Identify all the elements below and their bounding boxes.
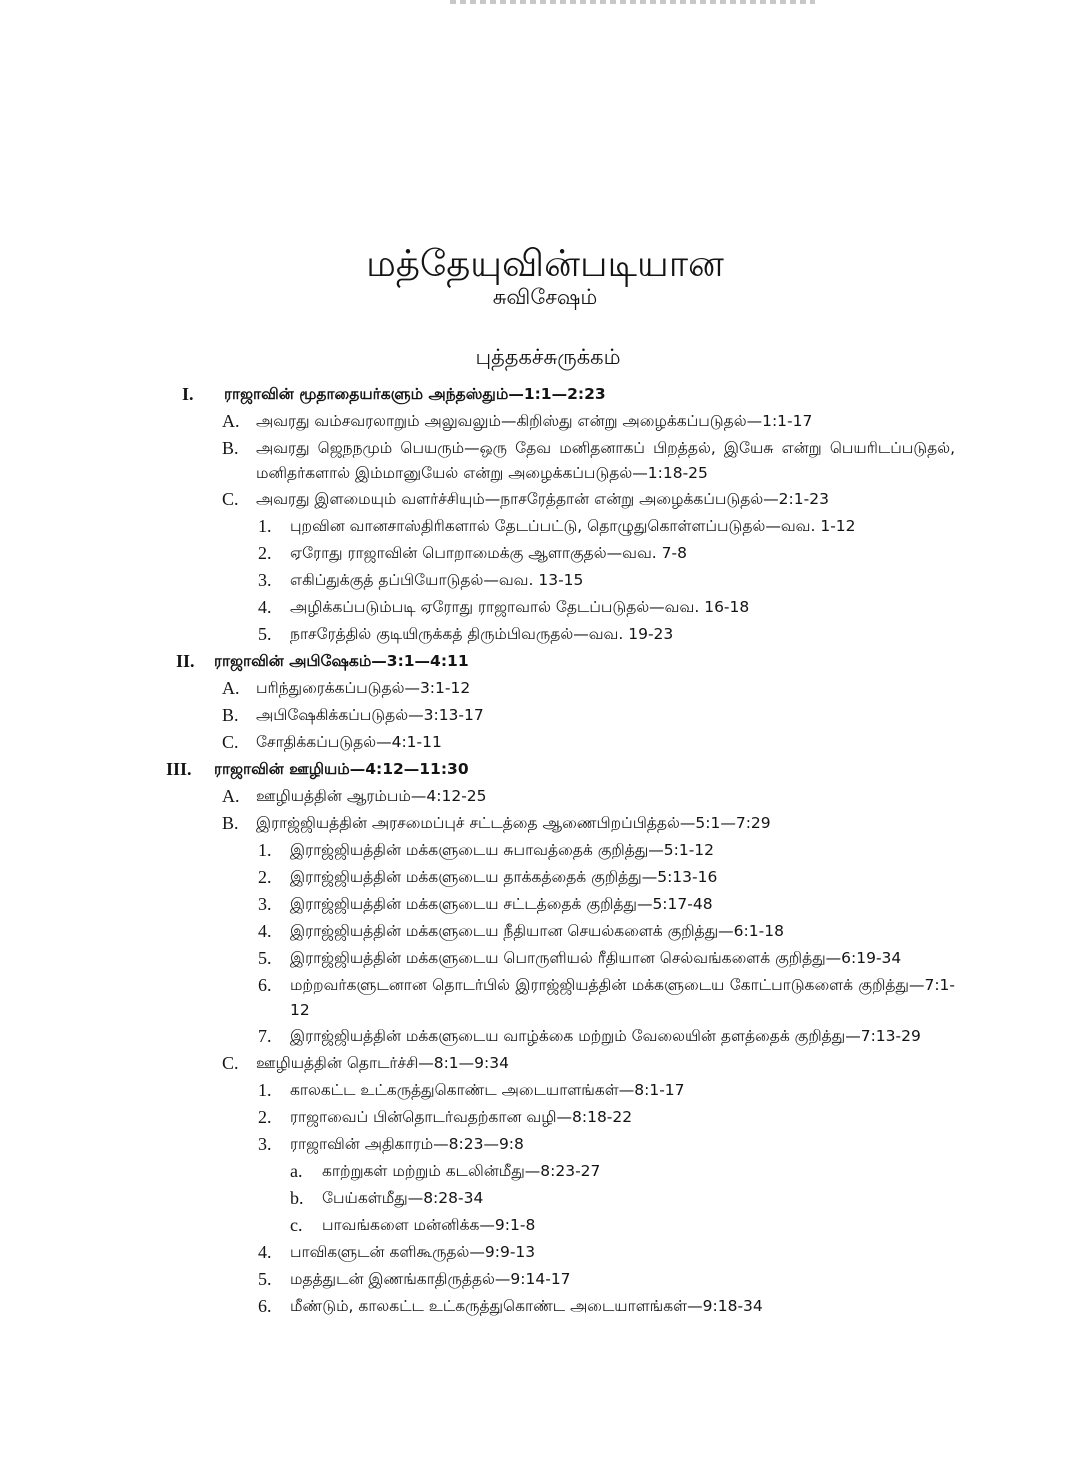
outline-item-text: மதத்துடன் இணங்காதிருத்தல்—9:14-17	[290, 1270, 571, 1288]
outline-item	[0, 973, 1080, 1023]
outline-item-text: அபிஷேகிக்கப்படுதல்—3:13-17	[256, 706, 484, 724]
outline-item-text: இராஜ்ஜியத்தின் மக்களுடைய வாழ்க்கை மற்றும் வேலையின் தளத்தைக் குறித்து—7:13-29	[290, 1027, 921, 1045]
outline-item-number: 3.	[258, 894, 272, 914]
outline-item-number: C.	[222, 489, 239, 509]
outline-item-text: அவரது வம்சவரலாறும் அலுவலும்—கிறிஸ்து என்று அழைக்கப்படுதல்—1:1-17	[256, 412, 813, 430]
outline-item-text: ஏரோது ராஜாவின் பொறாமைக்கு ஆளாகுதல்—வவ. 7-8	[290, 544, 687, 562]
outline-item	[0, 1078, 1080, 1104]
outline-item-text: பாவங்களை மன்னிக்க—9:1-8	[322, 1216, 536, 1234]
outline-item	[0, 703, 1080, 729]
outline-item-text: ராஜாவைப் பின்தொடர்வதற்கான வழி—8:18-22	[290, 1108, 633, 1126]
outline-item	[0, 649, 1080, 675]
outline-item	[0, 676, 1080, 702]
outline-item	[0, 811, 1080, 837]
outline-item-number: 4.	[258, 1242, 272, 1262]
scan-artifact	[450, 0, 815, 4]
outline-item-text: சோதிக்கப்படுதல்—4:1-11	[256, 733, 442, 751]
outline-item-text: ராஜாவின் அதிகாரம்—8:23—9:8	[290, 1135, 524, 1153]
outline-item-number: A.	[222, 411, 240, 431]
outline-item-number: B.	[222, 438, 239, 458]
outline-item-number: 2.	[258, 543, 272, 563]
outline-item	[0, 1132, 1080, 1158]
outline-item	[0, 436, 1080, 486]
outline-item-text: அவரது ஜெநநமும் பெயரும்—ஒரு தேவ மனிதனாகப் பிறத்தல், இயேசு என்று பெயரிடப்படுதல், மனிதர்களால் இம்மானுயேல் என்று அழைக்கப்படுதல்—1:18-25	[256, 439, 955, 482]
outline-item-text: காலகட்ட உட்கருத்துகொண்ட அடையாளங்கள்—8:1-17	[290, 1081, 685, 1099]
outline-item	[0, 757, 1080, 783]
outline-item-number: 5.	[258, 1269, 272, 1289]
outline-item	[0, 622, 1080, 648]
book-title: மத்தேயுவின்படியான	[366, 242, 724, 285]
outline-item	[0, 568, 1080, 594]
outline-item-number: B.	[222, 705, 239, 725]
outline-item-number: 1.	[258, 1080, 272, 1100]
outline-item-text: பேய்கள்மீது—8:28-34	[322, 1189, 484, 1207]
outline-item-number: 7.	[258, 1026, 272, 1046]
outline-item-number: A.	[222, 786, 240, 806]
outline-item-text: காற்றுகள் மற்றும் கடலின்மீது—8:23-27	[322, 1162, 601, 1180]
outline-item-text: இராஜ்ஜியத்தின் மக்களுடைய சுபாவத்தைக் குறித்து—5:1-12	[290, 841, 715, 859]
outline-item-number: a.	[290, 1161, 303, 1181]
outline-item	[0, 1267, 1080, 1293]
outline-item-text: ராஜாவின் மூதாதையர்களும் அந்தஸ்தும்—1:1—2:23	[224, 385, 606, 403]
outline-item	[0, 919, 1080, 945]
outline-item-number: II.	[176, 651, 195, 671]
outline-item-text: ராஜாவின் அபிஷேகம்—3:1—4:11	[214, 652, 469, 670]
outline-item-number: 2.	[258, 1107, 272, 1127]
outline-item	[0, 784, 1080, 810]
outline-item-number: 4.	[258, 921, 272, 941]
outline-item	[0, 1024, 1080, 1050]
outline-item-text: ராஜாவின் ஊழியம்—4:12—11:30	[214, 760, 469, 778]
outline-item-number: 6.	[258, 1296, 272, 1316]
book-subtitle: சுவிசேஷம்	[492, 285, 598, 309]
outline-item	[0, 730, 1080, 756]
outline-item	[0, 865, 1080, 891]
outline-item-text: இராஜ்ஜியத்தின் அரசமைப்புச் சட்டத்தை ஆணைபிறப்பித்தல்—5:1—7:29	[256, 814, 771, 832]
outline-item-number: 5.	[258, 624, 272, 644]
outline-item-text: ஊழியத்தின் ஆரம்பம்—4:12-25	[256, 787, 487, 805]
outline-item	[0, 1105, 1080, 1131]
outline-item	[0, 1186, 1080, 1212]
outline-item	[0, 1294, 1080, 1320]
outline-item-number: 3.	[258, 570, 272, 590]
outline-item-text: பரிந்துரைக்கப்படுதல்—3:1-12	[256, 679, 471, 697]
outline-item-number: 1.	[258, 840, 272, 860]
outline-item-text: பாவிகளுடன் களிகூருதல்—9:9-13	[290, 1243, 536, 1261]
outline-item-number: c.	[290, 1215, 303, 1235]
outline-item-text: மற்றவர்களுடனான தொடர்பில் இராஜ்ஜியத்தின் மக்களுடைய கோட்பாடுகளைக் குறித்து—7:1-12	[290, 976, 955, 1019]
outline-item	[0, 541, 1080, 567]
outline-item-number: 6.	[258, 975, 272, 995]
outline-item-text: அழிக்கப்படும்படி ஏரோது ராஜாவால் தேடப்படுதல்—வவ. 16-18	[290, 598, 750, 616]
outline-item-text: இராஜ்ஜியத்தின் மக்களுடைய நீதியான செயல்களைக் குறித்து—6:1-18	[290, 922, 784, 940]
outline-item-number: b.	[290, 1188, 304, 1208]
outline-item	[0, 409, 1080, 435]
outline-item	[0, 1240, 1080, 1266]
outline-item	[0, 382, 1080, 408]
outline-item-text: அவரது இளமையும் வளர்ச்சியும்—நாசரேத்தான் என்று அழைக்கப்படுதல்—2:1-23	[256, 490, 829, 508]
outline-item	[0, 487, 1080, 513]
outline-heading: புத்தகச்சுருக்கம்	[475, 345, 621, 369]
outline-item	[0, 595, 1080, 621]
outline-item	[0, 838, 1080, 864]
outline-item-number: B.	[222, 813, 239, 833]
outline-item	[0, 1159, 1080, 1185]
outline-item	[0, 514, 1080, 540]
outline-item-text: இராஜ்ஜியத்தின் மக்களுடைய சட்டத்தைக் குறித்து—5:17-48	[290, 895, 713, 913]
outline-item-text: இராஜ்ஜியத்தின் மக்களுடைய தாக்கத்தைக் குறித்து—5:13-16	[290, 868, 718, 886]
outline-item-number: 5.	[258, 948, 272, 968]
outline-item-text: எகிப்துக்குத் தப்பியோடுதல்—வவ. 13-15	[290, 571, 584, 589]
book-outline	[0, 382, 1080, 1321]
outline-item-text: நாசரேத்தில் குடியிருக்கத் திரும்பிவருதல்—வவ. 19-23	[290, 625, 674, 643]
outline-item	[0, 892, 1080, 918]
outline-item	[0, 1213, 1080, 1239]
outline-item-text: ஊழியத்தின் தொடர்ச்சி—8:1—9:34	[256, 1054, 509, 1072]
outline-item-text: மீண்டும், காலகட்ட உட்கருத்துகொண்ட அடையாளங்கள்—9:18-34	[290, 1297, 763, 1315]
outline-item-number: C.	[222, 732, 239, 752]
outline-item-number: 2.	[258, 867, 272, 887]
outline-item-number: C.	[222, 1053, 239, 1073]
outline-item-number: 4.	[258, 597, 272, 617]
outline-item	[0, 946, 1080, 972]
outline-item-number: 3.	[258, 1134, 272, 1154]
outline-item-number: 1.	[258, 516, 272, 536]
outline-item-number: III.	[166, 759, 192, 779]
outline-item-text: புறவின வானசாஸ்திரிகளால் தேடப்பட்டு, தொழுதுகொள்ளப்படுதல்—வவ. 1-12	[290, 517, 856, 535]
outline-item-number: A.	[222, 678, 240, 698]
outline-item	[0, 1051, 1080, 1077]
outline-item-text: இராஜ்ஜியத்தின் மக்களுடைய பொருளியல் ரீதியான செல்வங்களைக் குறித்து—6:19-34	[290, 949, 902, 967]
outline-item-number: I.	[182, 384, 194, 404]
